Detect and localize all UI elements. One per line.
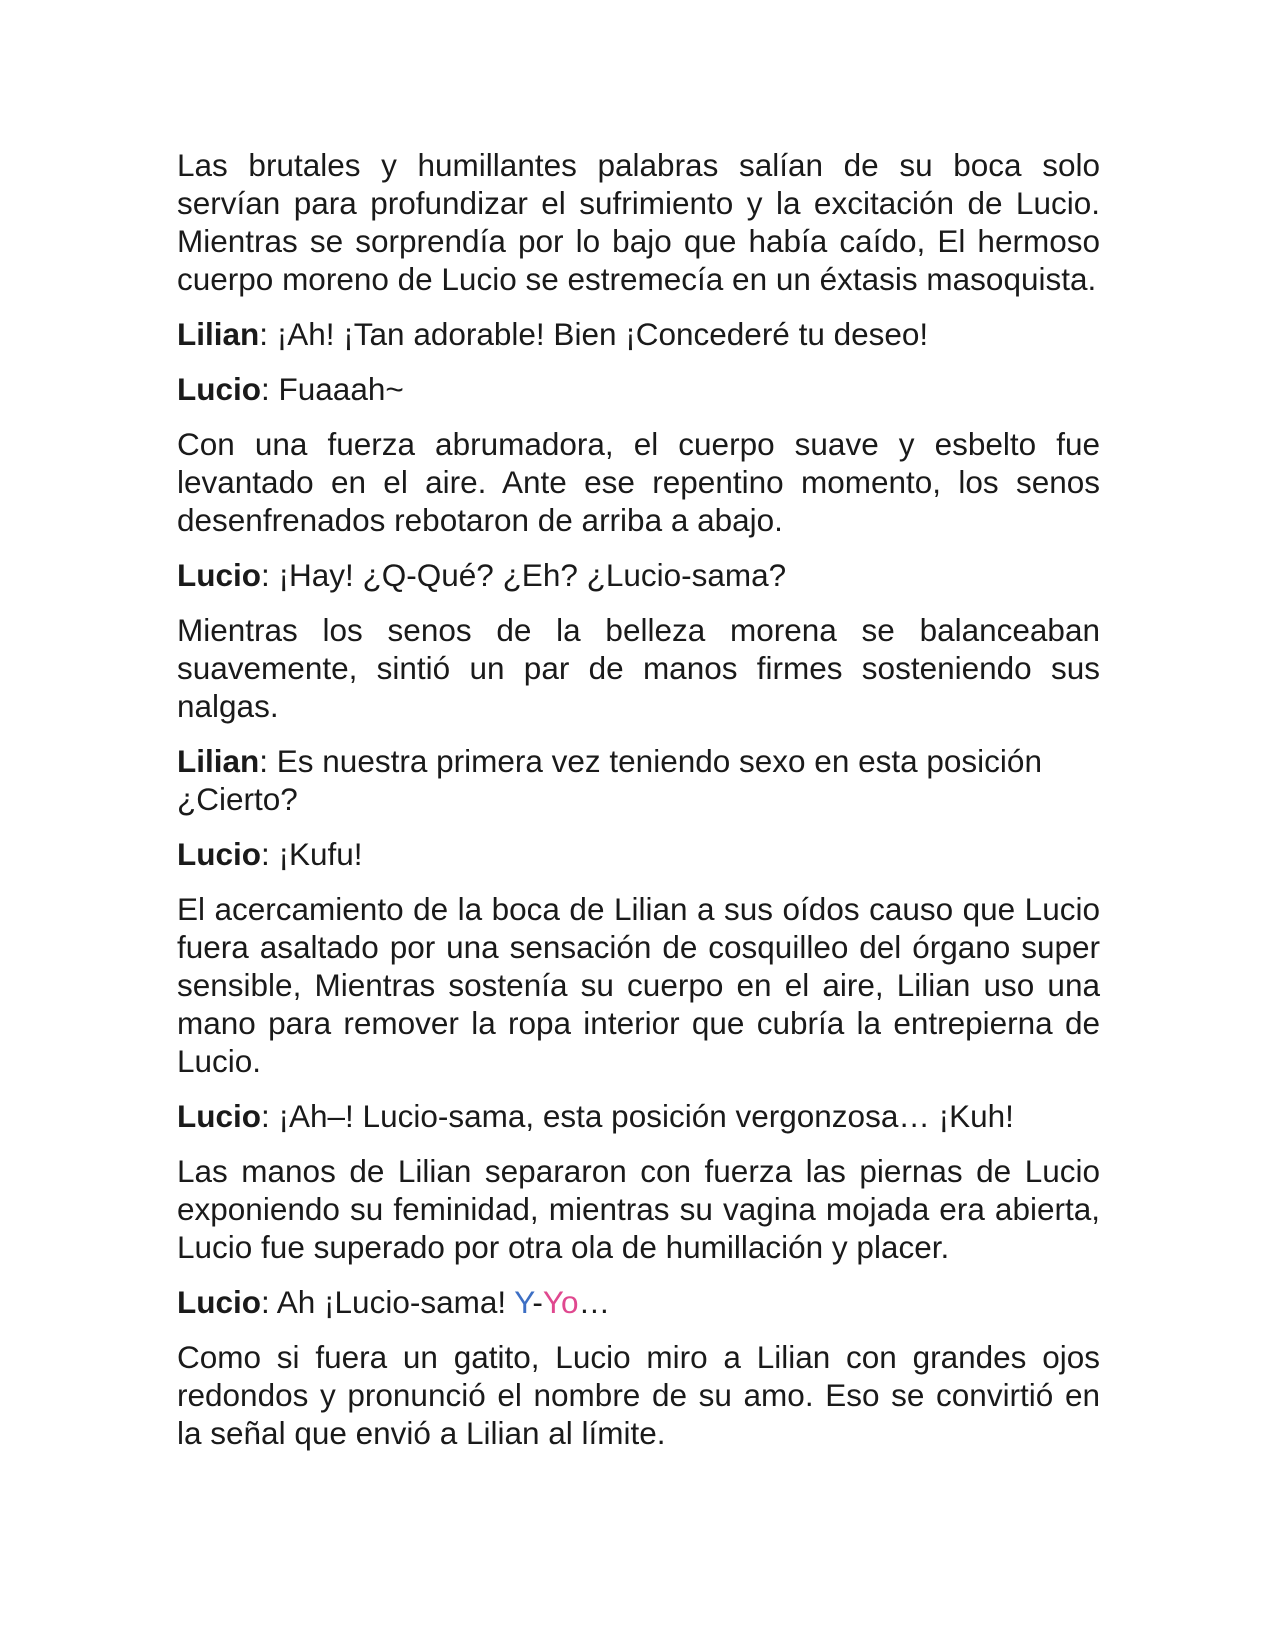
dialogue-text: ¡Hay! ¿Q-Qué? ¿Eh? ¿Lucio-sama? [278,557,787,593]
narration-paragraph: Las manos de Lilian separaron con fuerza las piernas de Lucio exponiendo su feminidad, mientras su vagina mojada era abierta, Lucio fue superado por otra ola de humillación y placer. [177,1153,1100,1265]
narration-paragraph: Mientras los senos de la belleza morena se balanceaban suavemente, sintió un par de manos firmes sosteniendo sus nalgas. [177,612,1100,724]
dialogue-separator: : [261,1284,277,1320]
dialogue-separator: : [259,743,277,779]
dialogue-separator: : [261,371,279,407]
dialogue-text: Es nuestra primera vez teniendo sexo en esta posición ¿Cierto? [177,743,1042,817]
dialogue-line [177,1097,1100,1135]
narration-paragraph: Como si fuera un gatito, Lucio miro a Lilian con grandes ojos redondos y pronunció el nombre de su amo. Eso se convirtió en la señal que envió a Lilian al límite. [177,1339,1100,1451]
speaker-name: Lilian [177,743,260,779]
narration-paragraph: Las brutales y humillantes palabras salían de su boca solo servían para profundizar el sufrimiento y la excitación de Lucio. Mientras se sorprendía por lo bajo que había caído, El hermoso cuerpo moreno de Lucio se estremecía en un éxtasis masoquista. [177,147,1100,297]
colored-text-y: Y [514,1284,533,1320]
dialogue-text: Ah ¡Lucio-sama! [276,1284,515,1320]
speaker-name: Lucio [177,557,261,593]
dialogue-line [177,315,1100,353]
dialogue-separator: : [261,1098,279,1134]
speaker-name: Lucio [177,836,261,872]
dialogue-line [177,835,1100,873]
document-page [177,146,1100,1469]
dialogue-separator: : [259,316,277,352]
dialogue-text: ¡Ah! ¡Tan adorable! Bien ¡Concederé tu deseo! [276,316,929,352]
dialogue-text: ¡Kufu! [278,836,363,872]
dialogue-text: Fuaaah~ [278,371,404,407]
dialogue-separator: : [261,836,279,872]
dialogue-line [177,556,1100,594]
dialogue-line [177,370,1100,408]
dialogue-text-ellipsis: … [578,1284,611,1320]
dialogue-separator: : [261,557,279,593]
colored-text-yo: Yo [542,1284,579,1320]
dialogue-text-dash: - [532,1284,543,1320]
speaker-name: Lucio [177,371,261,407]
dialogue-line [177,742,1100,818]
dialogue-line [177,1283,1100,1321]
dialogue-text: ¡Ah–! Lucio-sama, esta posición vergonzosa… ¡Kuh! [278,1098,1014,1134]
narration-paragraph: El acercamiento de la boca de Lilian a sus oídos causo que Lucio fuera asaltado por una sensación de cosquilleo del órgano super sensible, Mientras sostenía su cuerpo en el aire, Lilian uso una mano para remover la ropa interior que cubría la entrepierna de Lucio. [177,891,1100,1079]
narration-paragraph: Con una fuerza abrumadora, el cuerpo suave y esbelto fue levantado en el aire. Ante ese repentino momento, los senos desenfrenados rebotaron de arriba a abajo. [177,426,1100,538]
speaker-name: Lucio [177,1098,261,1134]
speaker-name: Lucio [177,1284,261,1320]
speaker-name: Lilian [177,316,260,352]
